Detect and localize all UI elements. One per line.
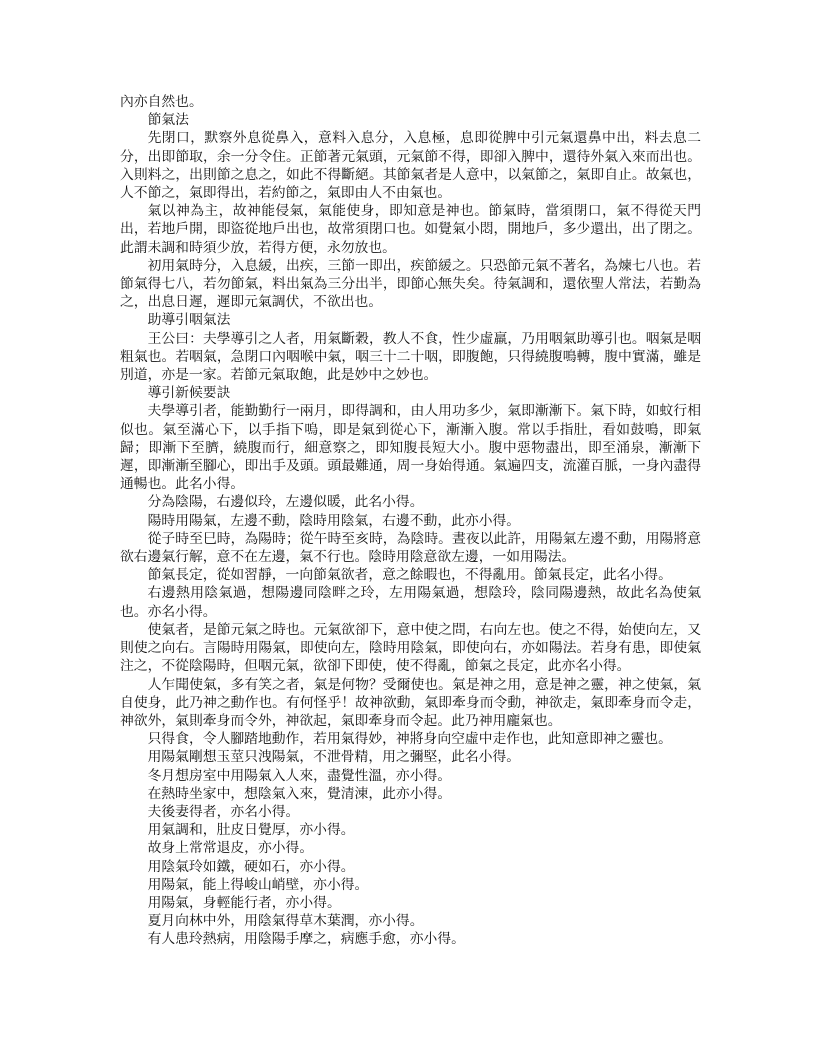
paragraph: 故身上常常退皮，亦小得。 xyxy=(147,840,314,857)
paragraph: 在熱時坐家中，想陰氣入來，覺清涷，此亦小得。 xyxy=(147,785,452,802)
paragraph: 王公曰：夫學導引之人者，用氣斷穀，教人不食，性少虛羸，乃用咽氣助導引也。咽氣是咽粗氣也。若咽氣，急閉口內咽喉中氣，咽三十二十咽，即腹飽，只得繞腹鳴轉，腹中實滿，雖是別道，亦是一家。若節元氣取飽，此是妙中之妙也。 xyxy=(120,330,701,384)
paragraph: 用陽氣剛想玉莖只洩陽氣，不泄骨精，用之彌堅，此名小得。 xyxy=(147,749,521,766)
paragraph: 冬月想房室中用陽氣入人來，盡覺性溫，亦小得。 xyxy=(147,767,452,784)
paragraph: 使氣者，是節元氣之時也。元氣欲卻下，意中使之問，右向左也。使之不得，始使向左，又則使之向右。言陽時用陽氣，即使向左，陰時用陰氣，即使向右，亦如陽法。若身有患，即使氣注之，不從陰陽時，但咽元氣，欲卻下即使，使不得亂，節氣之長定，此亦名小得。 xyxy=(120,621,701,675)
paragraph: 只得食，令人腳踏地動作，若用氣得妙，神將身向空虛中走作也，此知意即神之靈也。 xyxy=(147,731,672,748)
paragraph: 用氣調和，肚皮日覺厚，亦小得。 xyxy=(147,822,355,839)
section-heading: 內亦自然也。 xyxy=(120,94,203,110)
paragraph: 夏月向林中外，用陰氣得草木葉潤，亦小得。 xyxy=(147,913,424,930)
paragraph: 用陽氣，身輕能行者，亦小得。 xyxy=(147,894,341,911)
paragraph: 分為陰陽，右邊似玲，左邊似暖，此名小得。 xyxy=(147,494,424,511)
section-heading: 節氣法 xyxy=(147,112,189,129)
paragraph: 初用氣時分，入息緩，出疾，三節一即出，疾節緩之。只恐節元氣不著名，為煉七八也。若節氣得七八，若勿節氣，料出氣為三分出半，即節心無失矣。待氣調和，還依聖人常法，若勤為之，出息日遲，遲即元氣調伏，不欲出也。 xyxy=(120,257,701,311)
paragraph: 有人患玲熱病，用陰陽手摩之，病應手愈，亦小得。 xyxy=(147,931,465,948)
paragraph: 夫學導引者，能勤勤行一兩月，即得調和，由人用功多少，氣即漸漸下。氣下時，如蚊行相似也。氣至滿心下，以手指下嗚，即是氣到從心下，漸漸入腹。常以手指肚，看如鼓鳴，即氣歸；即漸下至臍，繞腹而行，細意察之，即知腹長短大小。腹中惡物盡出，即至涌泉，漸漸下遲，即漸漸至腳心，即出手及頭。頭最難通，周一身始得通。氣遍四支，流灌百脈，一身內盡得通暢也。此名小得。 xyxy=(120,403,701,493)
document-page xyxy=(120,93,701,949)
paragraph: 陽時用陽氣，左邊不動，陰時用陰氣，右邊不動，此亦小得。 xyxy=(147,512,521,529)
section-heading: 助導引咽氣法 xyxy=(147,312,231,329)
paragraph: 用陽氣，能上得峻山峭壁，亦小得。 xyxy=(147,876,369,893)
paragraph: 節氣長定，從如習靜，一向節氣欲者，意之餘暇也，不得亂用。節氣長定，此名小得。 xyxy=(147,567,672,584)
paragraph: 先閉口，默察外息從鼻入，意料入息分，入息極，息即從脾中引元氣還鼻中出，料去息二分，出即節取，余一分令住。正節著元氣頭，元氣節不得，即卻入脾中，還待外氣入來而出也。入則料之，出則節之息之，如此不得斷絕。其節氣者是人意中，以氣節之，氣即自止。故氣也，人不節之，氣即得出，若約節之，氣即由人不由氣也。 xyxy=(120,130,701,202)
paragraph: 右邊熱用陰氣過，想陽邊同陰畔之玲，左用陽氣過，想陰玲，陰同陽邊熱，故此名為使氣也。亦名小得。 xyxy=(120,585,701,620)
paragraph: 從子時至巳時，為陽時；從午時至亥時，為陰時。晝夜以此許，用陽氣左邊不動，用陽將意欲右邊氣行解，意不在左邊，氣不行也。陰時用陰意欲左邊，一如用陽法。 xyxy=(120,530,701,566)
paragraph: 夫後妻得者，亦名小得。 xyxy=(147,803,300,820)
section-heading: 導引新候要訣 xyxy=(147,385,231,402)
paragraph: 氣以神為主，故神能侵氣，氣能使身，即知意是神也。節氣時，當須閉口，氣不得從天門出，若地戶開，即盜從地戶出也，故常須閉口也。如覺氣小悶，開地戶，多少還出，出了閉之。此謂未調和時須少放，若得方便，永勿放也。 xyxy=(120,203,701,256)
paragraph: 人乍聞使氣，多有笑之者，氣是何物？受爾使也。氣是神之用，意是神之靈，神之使氣，氣自使身，此乃神之動作也。有何怪乎！故神欲動，氣即牽身而令動，神欲走，氣即牽身而令走，神欲外，氣則牽身而令外，神欲起，氣即牽身而令起。此乃神用龐氣也。 xyxy=(120,676,701,729)
paragraph: 用陰氣玲如鐵，硬如石，亦小得。 xyxy=(147,858,355,875)
